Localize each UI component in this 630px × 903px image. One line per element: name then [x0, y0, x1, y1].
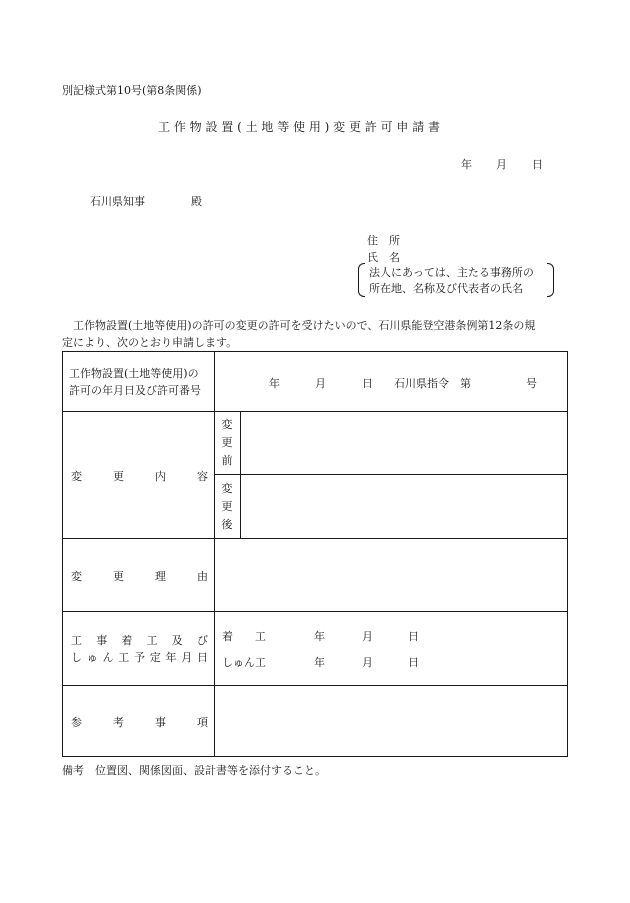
row-divider — [63, 685, 567, 686]
label-char: 由 — [197, 570, 208, 583]
permit-month: 月 — [315, 377, 326, 390]
schedule-label-line1 — [71, 632, 208, 648]
label-char: 項 — [197, 716, 208, 729]
label-char: 更 — [113, 470, 124, 483]
applicant-address-label: 住 所 — [367, 234, 400, 247]
label-char: 更 — [221, 500, 233, 513]
corporate-note-line2: 所在地、名称及び代表者の氏名 — [369, 282, 523, 295]
label-char: 内 — [155, 470, 166, 483]
permit-designation: 石川県指令 第 — [394, 377, 471, 390]
addressee-name: 石川県知事 — [90, 195, 145, 208]
applicant-name-label: 氏 名 — [367, 251, 400, 264]
label-char: 変 — [221, 482, 233, 495]
label-char: 日 — [197, 651, 208, 664]
label-char: 容 — [197, 470, 208, 483]
label-char: び — [196, 634, 208, 647]
label-char: 及 — [171, 634, 183, 647]
label-char: ゅ — [86, 651, 98, 664]
label-char: し — [71, 651, 82, 664]
label-char: 定 — [149, 651, 161, 664]
label-char: 工 — [71, 634, 82, 647]
label-char: 工 — [146, 634, 158, 647]
before-after-column-divider — [240, 411, 241, 538]
permit-number-suffix: 号 — [526, 377, 537, 390]
body-text-line1: 工作物設置(土地等使用)の許可の変更の許可を受けたいので、石川県能登空港条例第12条の規 — [62, 319, 536, 332]
date-year: 年 — [461, 158, 472, 171]
date-day: 日 — [532, 158, 543, 171]
row-divider — [63, 611, 567, 612]
label-char: 更 — [221, 436, 233, 449]
construction-start-label: 着 工 — [222, 630, 266, 643]
label-column-divider — [214, 352, 215, 756]
permit-date-label-line1: 工作物設置(土地等使用)の — [69, 367, 199, 380]
label-char: 事 — [96, 634, 108, 647]
schedule-label-line2 — [71, 649, 208, 665]
start-month: 月 — [362, 630, 373, 643]
completion-label: しゅん工 — [222, 656, 266, 669]
label-char: 更 — [113, 570, 124, 583]
body-text-line2: 定により、次のとおり申請します。 — [62, 336, 238, 349]
label-char: 変 — [71, 470, 82, 483]
label-char: ん — [102, 651, 114, 664]
permit-year: 年 — [269, 377, 280, 390]
label-char: 理 — [155, 570, 166, 583]
page-title: 工 作 物 設 置 ( 土 地 等 使 用 ) 変 更 許 可 申 請 書 — [158, 120, 441, 134]
application-table — [62, 351, 568, 757]
corporate-note-line1: 法人にあっては、主たる事務所の — [369, 266, 534, 279]
start-day: 日 — [408, 630, 419, 643]
label-char: 年 — [165, 651, 177, 664]
reference-label — [71, 714, 208, 730]
right-brace — [547, 263, 554, 297]
completion-month: 月 — [362, 656, 373, 669]
label-char: 事 — [155, 716, 166, 729]
label-char: 前 — [221, 454, 233, 467]
label-char: 考 — [113, 716, 124, 729]
label-char: 月 — [181, 651, 193, 664]
completion-day: 日 — [408, 656, 419, 669]
corporate-note — [358, 263, 554, 295]
left-brace — [358, 263, 365, 297]
date-month: 月 — [496, 158, 507, 171]
addressee-honorific: 殿 — [191, 195, 202, 208]
form-number: 別記様式第10号(第8条関係) — [62, 84, 202, 97]
remarks: 備考 位置図、関係図面、設計書等を添付すること。 — [62, 764, 326, 777]
label-char: 工 — [118, 651, 130, 664]
label-char: 変 — [221, 418, 233, 431]
completion-year: 年 — [314, 656, 325, 669]
permit-day: 日 — [362, 377, 373, 390]
permit-date-label-line2: 許可の年月日及び許可番号 — [69, 384, 201, 397]
start-year: 年 — [314, 630, 325, 643]
change-content-label — [71, 468, 208, 484]
label-char: 参 — [71, 716, 82, 729]
row-divider — [63, 411, 567, 412]
before-change-label — [220, 416, 234, 470]
row-divider — [63, 538, 567, 539]
label-char: 予 — [134, 651, 145, 664]
change-reason-label — [71, 568, 208, 584]
label-char: 変 — [71, 570, 82, 583]
before-after-divider — [214, 474, 567, 475]
label-char: 着 — [121, 634, 133, 647]
label-char: 後 — [221, 518, 233, 531]
after-change-label — [220, 480, 234, 534]
